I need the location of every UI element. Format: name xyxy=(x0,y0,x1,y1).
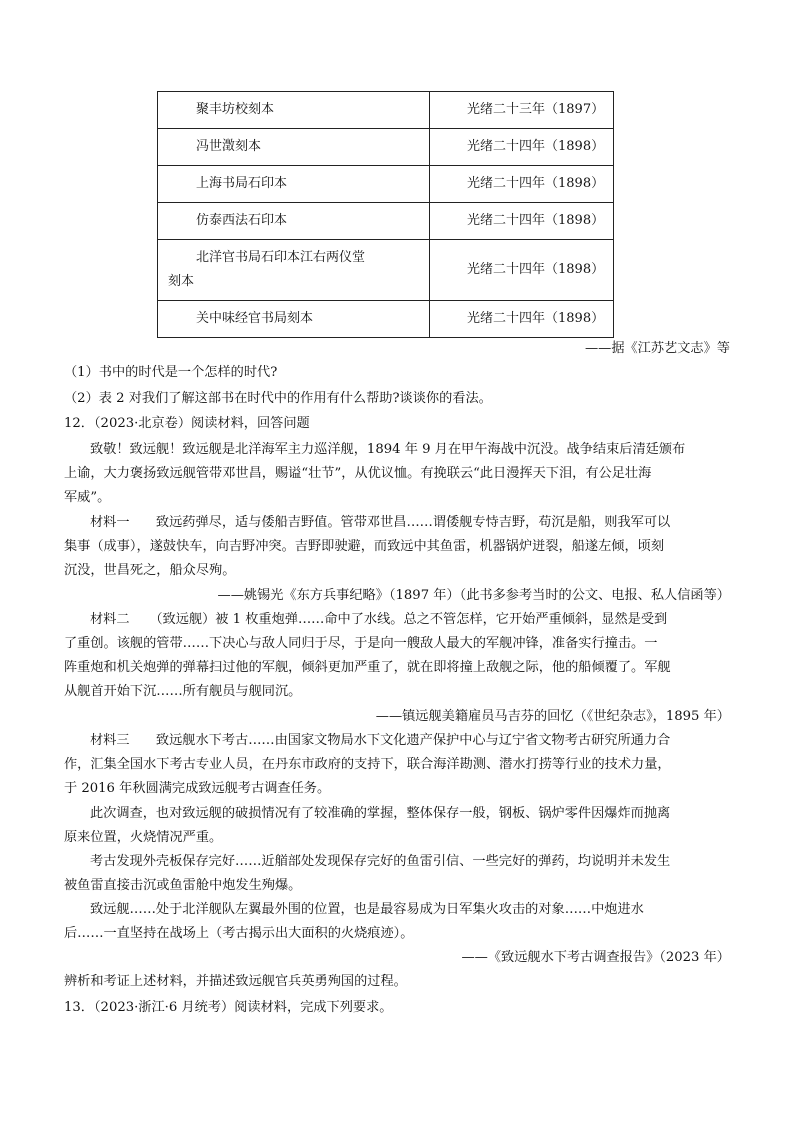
material1-line: 集事（成事），遂鼓快车，向吉野冲突。吉野即驶避，而致远中其鱼雷，机器锅炉迸裂，船遂左倾，顷刻 xyxy=(64,539,665,554)
year-cell: 光绪二十四年（1898） xyxy=(430,166,614,203)
material3-line: 原来位置，火烧情况严重。 xyxy=(64,830,223,845)
q12-intro-line: 致敬！致远舰！致远舰是北洋海军主力巡洋舰，1894 年 9 月在甲午海战中沉没。战争结束后清廷颁布 xyxy=(90,442,686,457)
material3-source: ——《致远舰水下考古调查报告》（2023 年） xyxy=(461,950,730,965)
edition-cell: 关中味经官书局刻本 xyxy=(158,301,430,338)
material1-line: 材料一 致远药弹尽，适与倭船吉野值。管带邓世昌……谓倭舰专恃吉野，苟沉是船，则我军可以 xyxy=(90,515,671,530)
material3-line: 材料三 致远舰水下考古……由国家文物局水下文化遗产保护中心与辽宁省文物考古研究所通力合 xyxy=(90,733,671,748)
edition-cell: 上海书局石印本 xyxy=(158,166,430,203)
material3-line: 致远舰……处于北洋舰队左翼最外围的位置，也是最容易成为日军集火攻击的对象……中炮进水 xyxy=(90,902,644,917)
year-cell: 光绪二十四年（1898） xyxy=(430,203,614,240)
material3-line: 此次调查，也对致远舰的破损情况有了较准确的掌握，整体保存一般，钢板、锅炉零件因爆炸而抛离 xyxy=(90,806,671,821)
q13-header: 13．（2023·浙江·6 月统考）阅读材料，完成下列要求。 xyxy=(64,1000,393,1015)
edition-cell: 聚丰坊校刻本 xyxy=(158,92,430,129)
table-row xyxy=(158,203,614,240)
material2-line: 阵重炮和机关炮弹的弹幕扫过他的军舰，倾斜更加严重了，就在即将撞上敌舰之际，他的船倾覆了。军舰 xyxy=(64,660,671,675)
question-2: （2）表 2 对我们了解这部书在时代中的作用有什么帮助?谈谈你的看法。 xyxy=(64,391,492,406)
year-cell: 光绪二十三年（1897） xyxy=(430,92,614,129)
edition-cell: 冯世澂刻本 xyxy=(158,129,430,166)
table-row xyxy=(158,92,614,129)
material3-line: 作，汇集全国水下考古专业人员，在丹东市政府的支持下，联合海洋勘测、潜水打捞等行业的技术力量， xyxy=(64,757,671,772)
table-row xyxy=(158,166,614,203)
table-row xyxy=(158,301,614,338)
table-source: ——据《江苏艺文志》等 xyxy=(584,341,730,356)
edition-cell-line2: 刻本 xyxy=(168,274,195,289)
year-cell: 光绪二十四年（1898） xyxy=(430,240,614,301)
q12-header: 12．（2023·北京卷）阅读材料，回答问题 xyxy=(64,416,310,431)
material2-source: ——镇远舰美籍雇员马吉芬的回忆（《世纪杂志》，1895 年） xyxy=(375,709,730,724)
material1-source: ——姚锡光《东方兵事纪略》（1897 年）（此书多参考当时的公文、电报、私人信函等） xyxy=(217,588,730,603)
table-row xyxy=(158,129,614,166)
year-cell: 光绪二十四年（1898） xyxy=(430,301,614,338)
edition-cell-line1: 北洋官书局石印本江右两仪堂 xyxy=(196,250,366,265)
edition-cell xyxy=(158,240,430,301)
material3-line: 考古发现外壳板保存完好……近艏部处发现保存完好的鱼雷引信、一些完好的弹药，均说明并未发生 xyxy=(90,854,671,869)
material3-line: 被鱼雷直接击沉或鱼雷舱中炮发生殉爆。 xyxy=(64,878,302,893)
q12-intro-line: 上谕，大力褒扬致远舰管带邓世昌，赐谥“壮节”，从优议恤。有挽联云“此日漫挥天下泪，有公足壮海 xyxy=(64,466,652,481)
year-cell: 光绪二十四年（1898） xyxy=(430,129,614,166)
table-row xyxy=(158,240,614,301)
material1-line: 沉没，世昌死之，船众尽殉。 xyxy=(64,563,236,578)
material2-line: 了重创。该舰的管带……下决心与敌人同归于尽，于是向一艘敌人最大的军舰冲锋，准备实行撞击。一 xyxy=(64,636,658,651)
material2-line: 材料二 （致远舰）被 1 枚重炮弹……命中了水线。总之不管怎样，它开始严重倾斜，显然是受到 xyxy=(90,612,668,627)
question-1: （1）书中的时代是一个怎样的时代? xyxy=(64,365,278,380)
q12-intro-line: 军威”。 xyxy=(64,490,111,505)
q12-question: 辨析和考证上述材料，并描述致远舰官兵英勇殉国的过程。 xyxy=(64,974,407,989)
material3-line: 后……一直坚持在战场上（考古揭示出大面积的火烧痕迹）。 xyxy=(64,926,414,941)
material3-line: 于 2016 年秋圆满完成致远舰考古调查任务。 xyxy=(64,781,331,796)
edition-table xyxy=(157,91,614,338)
material2-line: 从舰首开始下沉……所有舰员与舰同沉。 xyxy=(64,684,302,699)
edition-cell: 仿泰西法石印本 xyxy=(158,203,430,240)
